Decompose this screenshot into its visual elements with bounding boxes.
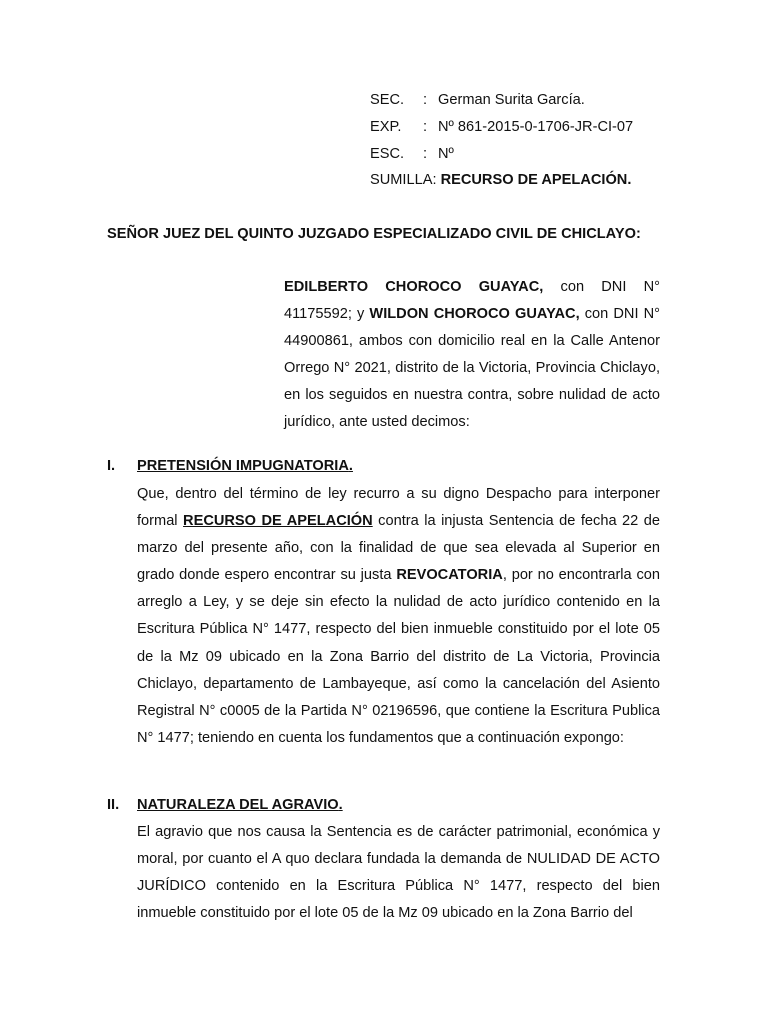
exp-label: EXP. [370,119,402,135]
sec-label: SEC. [370,92,405,108]
s1-text-a: Que, dentro del término de ley recurro a su digno Despacho para interponer formal [137,486,660,530]
header-sec [370,87,585,114]
addressee: SEÑOR JUEZ DEL QUINTO JUZGADO ESPECIALIZADO CIVIL DE CHICLAYO: [107,226,641,242]
esc-label: ESC. [370,146,405,162]
intro-paragraph [284,274,660,436]
section-2-title: NATURALEZA DEL AGRAVIO [137,797,339,813]
header-esc [370,141,454,168]
sumilla-value: RECURSO DE APELACIÓN. [440,172,632,188]
section-2-title-wrap [137,792,343,819]
esc-colon: : [423,146,428,162]
header-exp [370,114,634,141]
section-1-title-wrap [137,453,353,480]
section-2-dot: . [338,797,343,813]
s1-text-c: contra la injusta Sentencia de fecha 22 de marzo del presente año, con la finalidad de que sea elevada al Superior en grado donde espero encontrar su justa [137,513,661,584]
s1-recurso: RECURSO DE APELACIÓN [183,513,373,530]
section-1-paragraph [137,481,660,752]
party-name-1: EDILBERTO CHOROCO GUAYAC, [284,279,544,295]
sec-value: German Surita García. [438,92,585,108]
section-1-number: I. [107,458,116,474]
section-2-number: II. [107,797,120,813]
sec-colon: : [423,92,428,108]
intro-text-2: con DNI N° 44900861, ambos con domicilio real en la Calle Antenor Orrego N° 2021, distrito de la Victoria, Provincia Chiclayo, en los seguidos en nuestra contra, sobre nulidad de acto jurídico, ante usted decimos: [284,306,660,430]
s1-revocatoria: REVOCATORIA [396,567,503,584]
sumilla-label: SUMILLA: [370,172,437,188]
section-1-title: PRETENSIÓN IMPUGNATORIA [137,458,349,474]
intro-text-1: con DNI N° 41175592; y [284,279,660,322]
exp-colon: : [423,119,428,135]
section-2-paragraph: El agravio que nos causa la Sentencia es de carácter patrimonial, económica y moral, por cuanto el A quo declara fundada la demanda de NULIDAD DE ACTO JURÍDICO contenido en la Escritura Pública N° 1477, respecto del bien inmueble constituido por el lote 05 de la Mz 09 ubicado en la Zona Barrio del [137,824,660,922]
section-1-dot: . [348,458,353,474]
section-1-heading [107,453,667,480]
party-name-2: WILDON CHOROCO GUAYAC, [369,306,580,322]
header-sumilla [370,167,631,194]
esc-value: Nº [438,146,454,162]
section-2-heading [107,792,667,819]
s1-text-e: , por no encontrarla con arreglo a Ley, y se deje sin efecto la nulidad de acto jurídico contenido en la Escritura Pública N° 1477, respecto del bien inmueble constituido por el lote 05 de la Mz 09 ubicado en la Zona Barrio del distrito de La Victoria, Provincia Chiclayo, departamento de Lambayeque, así como la cancelación del Asiento Registral N° c0005 de la Partida N° 02196596, que contiene la Escritura Publica N° 1477; teniendo en cuenta los fundamentos que a continuación expongo: [137,567,661,746]
exp-value: Nº 861-2015-0-1706-JR-CI-07 [438,119,634,135]
